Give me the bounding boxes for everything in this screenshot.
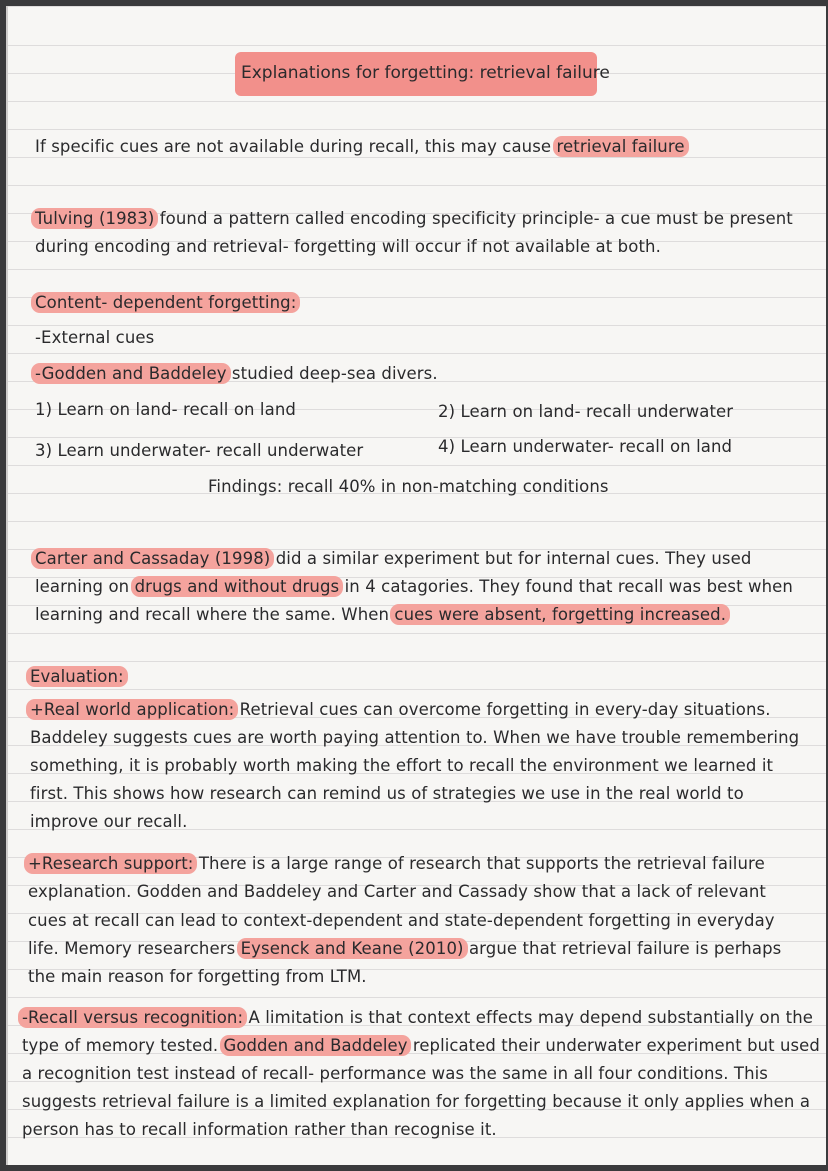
research-line-5: the main reason for forgetting from LTM.	[28, 967, 367, 986]
intro-line: If specific cues are not available during recall, this may cause retrieval failure	[35, 137, 685, 157]
research-line-2: explanation. Godden and Baddeley and Carter and Cassady show that a lack of relevant	[28, 882, 766, 901]
research-line-1: +Research support: There is a large range of research that supports the retrieval failure	[28, 854, 765, 874]
notes-page	[6, 6, 826, 1165]
highlight-research-support: +Research support:	[24, 853, 197, 874]
highlight-real-world: +Real world application:	[26, 699, 238, 720]
recall-line-3: a recognition test instead of recall- performance was the same in all four conditions. This	[22, 1064, 769, 1083]
recall-line-5: person has to recall information rather than recognise it.	[22, 1120, 497, 1139]
recall-line-2: type of memory tested. Godden and Baddeley replicated their underwater experiment but used	[22, 1036, 820, 1055]
condition-4: 4) Learn underwater- recall on land	[438, 437, 733, 456]
real-world-line-4: first. This shows how research can remind us of strategies we use in the real world to	[30, 784, 744, 803]
highlight-tulving: Tulving (1983)	[31, 208, 158, 229]
carter-line-2: learning on drugs and without drugs in 4 catagories. They found that recall was best when	[35, 577, 793, 596]
highlight-godden-baddeley: -Godden and Baddeley	[31, 363, 231, 384]
external-cues: -External cues	[35, 328, 155, 347]
highlight-drugs: drugs and without drugs	[131, 576, 344, 597]
highlight-carter-cassaday: Carter and Cassaday (1998)	[31, 548, 274, 569]
real-world-line-5: improve our recall.	[30, 812, 188, 831]
findings: Findings: recall 40% in non-matching conditions	[208, 477, 609, 496]
highlight-retrieval-failure: retrieval failure	[553, 136, 689, 157]
carter-line-3: learning and recall where the same. When cues were absent, forgetting increased.	[35, 605, 726, 625]
highlight-recall-recognition: -Recall versus recognition:	[18, 1007, 247, 1028]
evaluation-heading: Evaluation:	[30, 667, 124, 687]
highlight-cues-absent: cues were absent, forgetting increased.	[390, 604, 730, 625]
content-heading: Content- dependent forgetting:	[35, 293, 296, 313]
page-title: Explanations for forgetting: retrieval failure	[241, 63, 610, 83]
recall-line-4: suggests retrieval failure is a limited explanation for forgetting because it only applies when a	[22, 1092, 811, 1111]
condition-2: 2) Learn on land- recall underwater	[438, 402, 734, 421]
tulving-line-2: during encoding and retrieval- forgetting will occur if not available at both.	[35, 237, 661, 256]
real-world-line-2: Baddeley suggests cues are worth paying attention to. When we have trouble remembering	[30, 728, 800, 747]
real-world-line-3: something, it is probably worth making the effort to recall the environment we learned it	[30, 756, 774, 775]
divers-line: -Godden and Baddeley studied deep-sea divers.	[35, 364, 438, 384]
tulving-line-1: Tulving (1983) found a pattern called encoding specificity principle- a cue must be present	[35, 209, 793, 229]
recall-line-1: -Recall versus recognition: A limitation is that context effects may depend substantially on the	[22, 1008, 813, 1028]
highlight-eysenck-keane: Eysenck and Keane (2010)	[237, 938, 468, 959]
carter-line-1: Carter and Cassaday (1998) did a similar experiment but for internal cues. They used	[35, 549, 751, 569]
real-world-line-1: +Real world application: Retrieval cues can overcome forgetting in every-day situations.	[30, 700, 771, 720]
condition-3: 3) Learn underwater- recall underwater	[35, 441, 364, 460]
research-line-4: life. Memory researchers Eysenck and Keane (2010) argue that retrieval failure is perhaps	[28, 939, 782, 958]
research-line-3: cues at recall can lead to context-dependent and state-dependent forgetting in everyday	[28, 911, 775, 930]
highlight-godden-baddeley-2: Godden and Baddeley	[220, 1035, 412, 1056]
condition-1: 1) Learn on land- recall on land	[35, 400, 296, 419]
